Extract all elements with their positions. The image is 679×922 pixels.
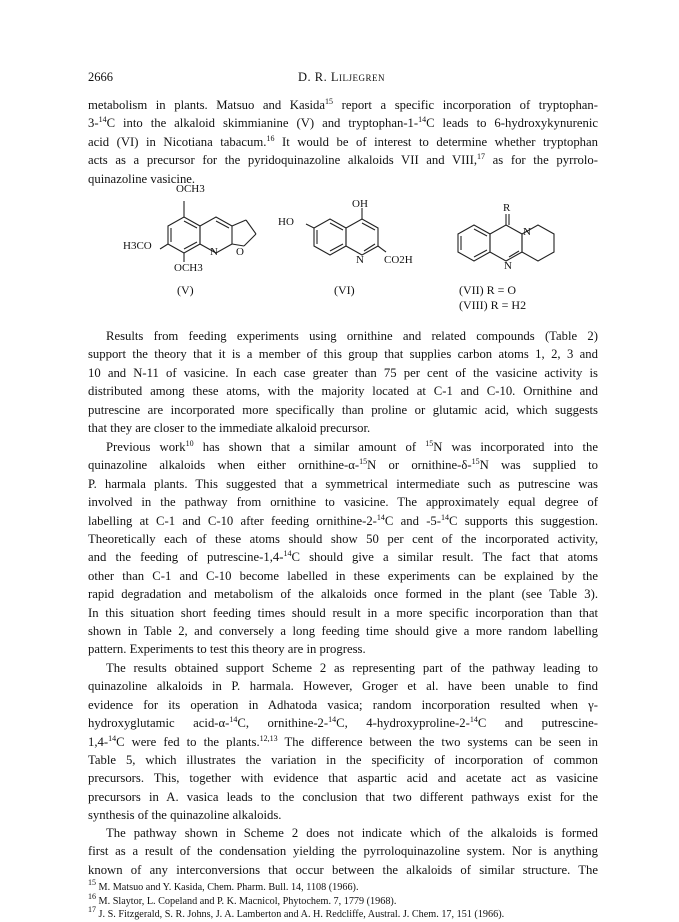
text-line: distributed among these atoms, with the majority located at C-1 and C-10. Ornithine and — [88, 384, 598, 399]
text-line: pattern. Experiments to test this theory are in progress. — [88, 642, 366, 657]
text-line: that they are closer to the immediate alkaloid precursor. — [88, 420, 371, 435]
structure-vii-viii-drawing — [448, 204, 578, 274]
results-paragraph — [88, 327, 598, 437]
text-line: precursors in A. vasica leads to the conclusion that two different pathways exist for the — [88, 789, 598, 804]
text-line: evidence for its operation in Adhatoda vasica; random incorporation resulted when γ- — [88, 697, 598, 712]
text-line: 1,4-$^{14}$C were fed to the plants.$^{12,13}$ The difference between the two systems can be seen in — [88, 733, 598, 749]
structure-vi — [278, 196, 413, 276]
structure-v-o-atom: O — [236, 246, 244, 258]
structure-vii-n-atom-2: N — [504, 260, 512, 272]
text-line: shown in Table 2, and conversely a long feeding time should give a more random labelling — [88, 623, 598, 638]
text-line: other than C-1 and C-10 become labelled in these experiments can be explained by the — [88, 568, 598, 583]
structure-vii-viii — [448, 204, 578, 274]
text-line: Previous work$^{10}$ has shown that a similar amount of $^{15}$N was incorporated into the — [106, 439, 598, 454]
text-line: 3-$^{14}$C into the alkaloid skimmianine (V) and tryptophan-1-$^{14}$C leads to 6-hydroxykynurenic — [88, 115, 598, 131]
text-line: hydroxyglutamic acid-α-$^{14}$C, ornithine-2-$^{14}$C, 4-hydroxyproline-2-$^{14}$C and putrescine- — [88, 715, 598, 731]
previous-work-paragraph — [88, 438, 598, 659]
text-line: P. harmala plants. This suggested that a symmetrical intermediate such as putrescine was — [88, 476, 598, 491]
text-line: support the theory that it is a member of this group that supplies carbon atoms 1, 2, 3 and — [88, 347, 598, 362]
page-header — [88, 70, 595, 86]
structure-v-och3-top: OCH3 — [176, 183, 205, 195]
text-line: acid (VI) in Nicotiana tabacum.$^{16}$ It would be of interest to determine whether tryptophan — [88, 133, 598, 149]
text-line: Table 5, which illustrates the variation in the specificity of incorporation of common — [88, 752, 598, 767]
text-line: metabolism in plants. Matsuo and Kasida$^{15}$ report a specific incorporation of tryptophan- — [88, 97, 598, 112]
structure-vi-label: (VI) — [334, 283, 355, 297]
structure-vii-n-atom-1: N — [523, 226, 531, 238]
text-line: synthesis of the quinazoline alkaloids. — [88, 808, 282, 823]
text-line: The pathway shown in Scheme 2 does not indicate which of the alkaloids is formed — [106, 826, 598, 840]
text-line: labelling at C-1 and C-10 after feeding ornithine-2-$^{14}$C and -5-$^{14}$C supports this suggestion. — [88, 512, 598, 528]
text-line: The results obtained support Scheme 2 as representing part of the pathway leading to — [106, 661, 598, 675]
structure-vi-n-atom: N — [356, 254, 364, 266]
structure-vi-co2h: CO2H — [384, 254, 413, 266]
page-number: 2666 — [88, 70, 113, 84]
results-obtained-paragraph — [88, 659, 598, 825]
structure-v-n-atom: N — [210, 246, 218, 258]
structure-v-drawing — [148, 186, 268, 281]
text-line: first as a result of the condensation yielding the pyrroloquinazoline system. Nor is anything — [88, 844, 598, 859]
structure-vii-r: R — [503, 202, 511, 214]
text-line: quinazoline alkaloids when either ornithine-α-$^{15}$N or ornithine-δ-$^{15}$N was supplied to — [88, 457, 598, 473]
text-line: 10 and N-11 of vasicine. In each case greater than 75 per cent of the vasicine activity is — [88, 365, 598, 380]
text-line: involved in the pathway from ornithine to vasicine. The approximately equal degree of — [88, 495, 598, 510]
pathway-paragraph — [88, 824, 598, 879]
structure-v — [123, 183, 268, 281]
footnote: $^{16}$ M. Slaytor, L. Copeland and P. K. Macnicol, Phytochem. 7, 1779 (1968). — [88, 891, 397, 907]
text-line: Theoretically each of these atoms should show 50 per cent of the incorporated activity, — [88, 531, 598, 546]
structure-vi-ho: HO — [278, 216, 294, 228]
text-line: and the feeding of putrescine-1,4-$^{14}$C should give a similar result. The fact that atoms — [88, 549, 598, 565]
text-line: acts as a precursor for the pyridoquinazoline alkaloids VII and VIII,$^{17}$ as for the pyrrolo- — [88, 152, 598, 168]
text-line: In this situation short feeding times should result in a more specific incorporation than that — [88, 605, 598, 620]
text-line: rapid degradation and metabolism of the alkaloids once formed in the plant (see Table 3). — [88, 587, 598, 602]
running-head: D. R. Liljegren — [298, 70, 385, 84]
intro-paragraph — [88, 96, 598, 188]
text-line: Results from feeding experiments using ornithine and related compounds (Table 2) — [106, 329, 598, 343]
text-line: quinazoline vasicine. — [88, 171, 196, 186]
structure-v-h3co: H3CO — [123, 240, 152, 252]
structure-v-label: (V) — [177, 283, 194, 297]
text-line: known of any interconversions that occur between the alkaloids of similar structure. The — [88, 862, 598, 877]
text-line: precursors. This, together with evidence that aspartic acid and acetate act as vasicine — [88, 771, 598, 786]
structure-v-och3-bottom: OCH3 — [174, 262, 203, 274]
structure-vii-label: (VII) R = O — [459, 283, 517, 297]
footnote: $^{17}$ J. S. Fitzgerald, S. R. Johns, J. A. Lamberton and A. H. Redcliffe, Austral. J. Chem. 17, 151 (1966). — [88, 905, 505, 921]
structure-vi-oh: OH — [352, 198, 368, 210]
text-line: putrescine are incorporated more specifically than proline or glutamic acid, which suggests — [88, 402, 598, 417]
footnote: $^{15}$ M. Matsuo and Y. Kasida, Chem. Pharm. Bull. 14, 1108 (1966). — [88, 878, 359, 893]
structure-viii-label: (VIII) R = H2 — [459, 298, 527, 312]
text-line: quinazoline alkaloids in P. harmala. However, Groger et al. have been unable to find — [88, 679, 598, 694]
